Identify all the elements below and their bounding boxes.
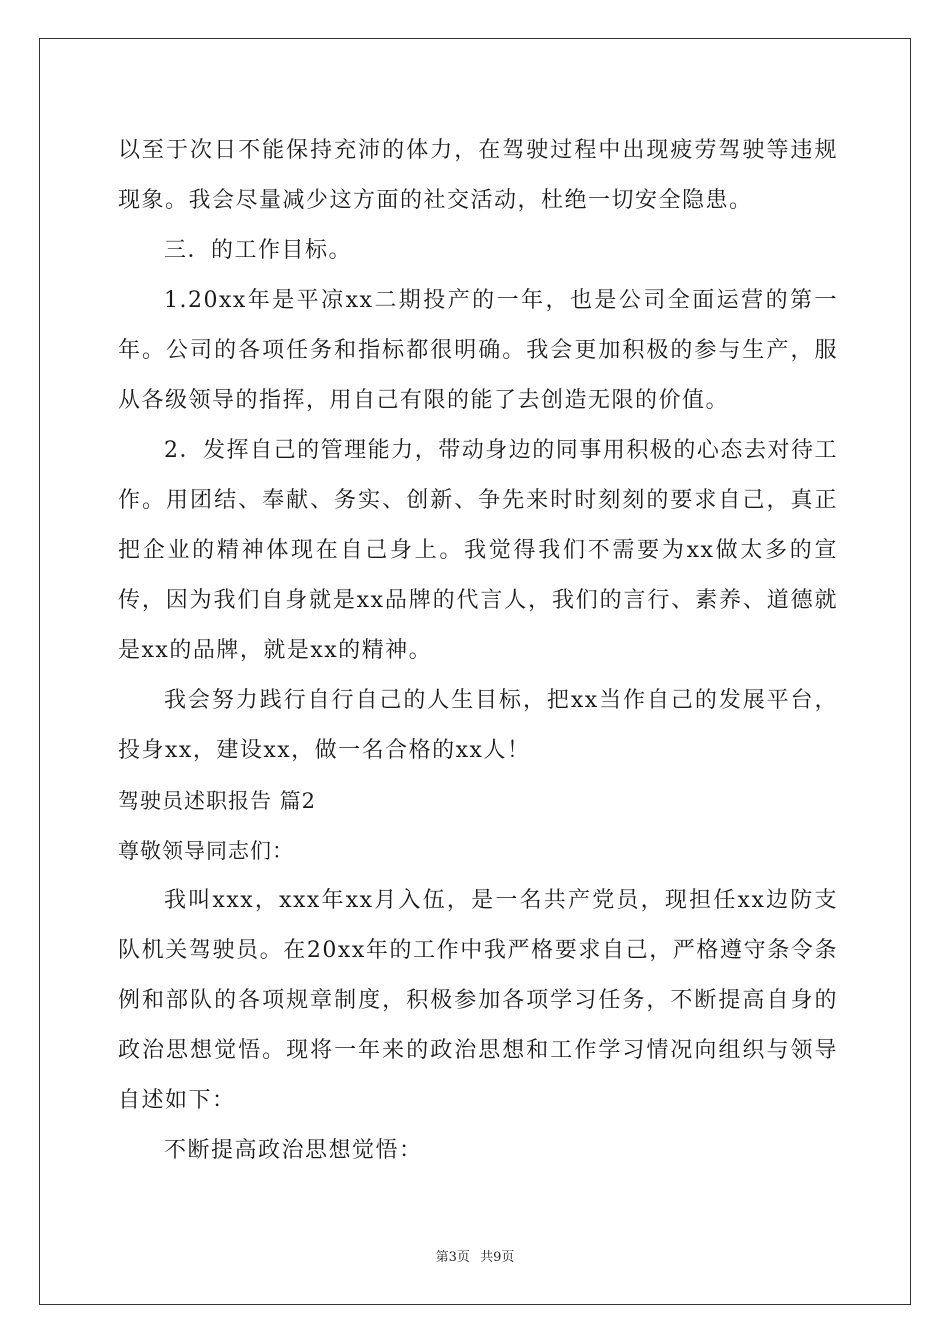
salutation: 尊敬领导同志们： xyxy=(118,839,294,863)
page-number: 第3页 xyxy=(435,1250,470,1265)
paragraph-section-three: 三．的工作目标。 xyxy=(164,238,353,263)
paragraph-continued: 以至于次日不能保持充沛的体力，在驾驶过程中出现疲劳驾驶等违规现象。我会尽量减少这方面的社交活动，杜绝一切安全隐患。 xyxy=(118,138,838,213)
paragraph-subheading: 不断提高政治思想觉悟： xyxy=(164,1138,423,1163)
paragraph-goal-2: 2．发挥自己的管理能力，带动身边的同事用积极的心态去对待工作。用团结、奉献、务实、创新、争先来时时刻刻的要求自己，真正把企业的精神体现在自己身上。我觉得我们不需要为xx做太多的宣传，因为我们自身就是xx品牌的代言人，我们的言行、素养、道德就是xx的品牌，就是xx的精神。 xyxy=(118,438,838,663)
section-title: 驾驶员述职报告 篇2 xyxy=(118,789,317,813)
paragraph-closing: 我会努力践行自行自己的人生目标，把xx当作自己的发展平台，投身xx，建设xx，做一名合格的xx人！ xyxy=(118,688,838,763)
paragraph-intro: 我叫xxx，xxx年xx月入伍，是一名共产党员，现担任xx边防支队机关驾驶员。在20xx年的工作中我严格要求自己，严格遵守条令条例和部队的各项规章制度，积极参加各项学习任务，不断提高自身的政治思想觉悟。现将一年来的政治思想和工作学习情况向组织与领导自述如下： xyxy=(118,888,838,1113)
page-total: 共9页 xyxy=(480,1250,515,1265)
paragraph-goal-1: 1.20xx年是平凉xx二期投产的一年，也是公司全面运营的第一年。公司的各项任务和指标都很明确。我会更加积极的参与生产，服从各级领导的指挥，用自己有限的能了去创造无限的价值。 xyxy=(118,288,838,413)
document-body xyxy=(118,126,838,1176)
page-footer xyxy=(0,1246,950,1265)
